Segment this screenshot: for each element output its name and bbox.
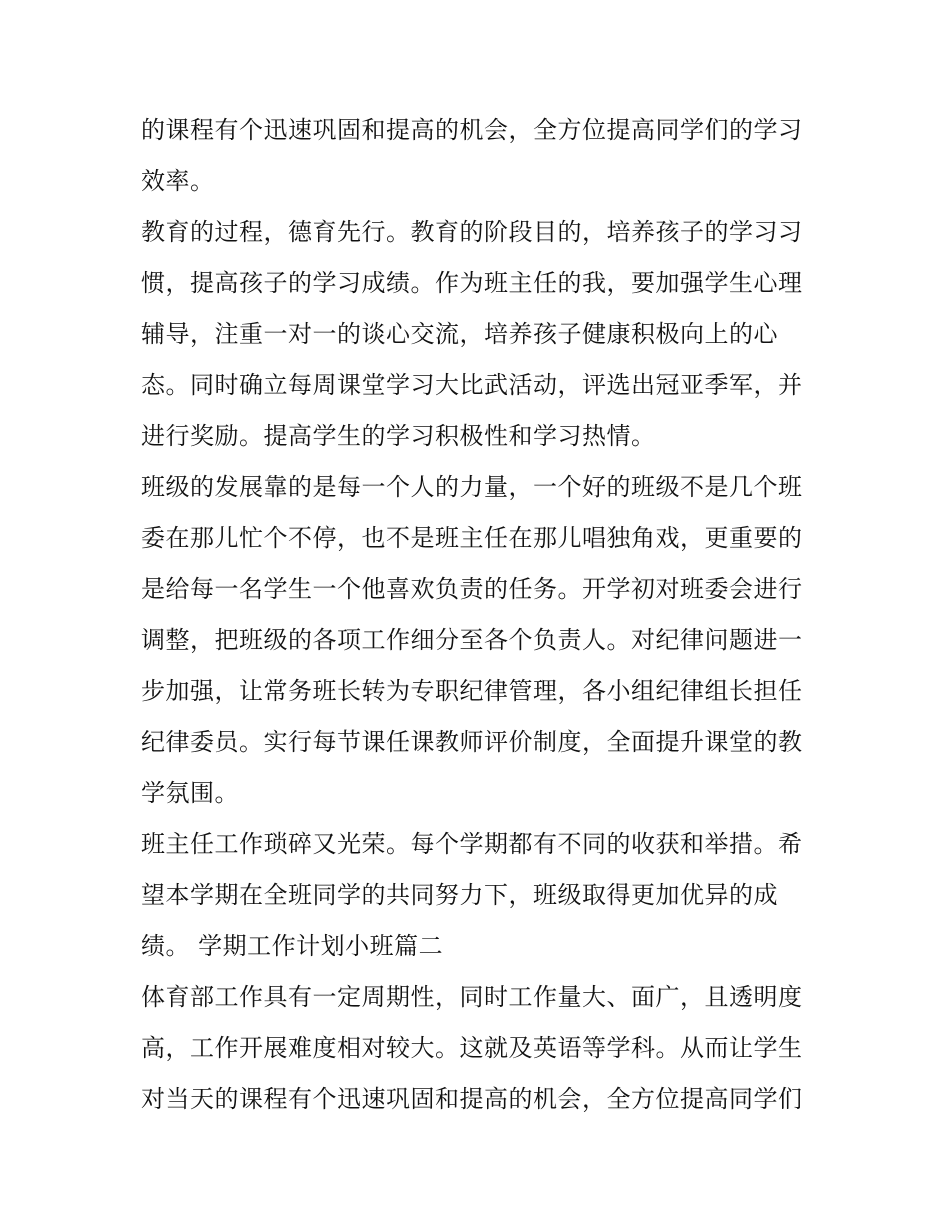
text-line: 班级的发展靠的是每一个人的力量，一个好的班级不是几个班 xyxy=(141,473,803,501)
text-line: 效率。 xyxy=(141,167,215,195)
text-line: 教育的过程，德育先行。教育的阶段目的，培养孩子的学习习 xyxy=(141,218,803,246)
text-line: 委在那儿忙个不停，也不是班主任在那儿唱独角戏，更重要的 xyxy=(141,524,803,552)
text-line: 调整，把班级的各项工作细分至各个负责人。对纪律问题进一 xyxy=(141,626,803,654)
text-line: 班主任工作琐碎又光荣。每个学期都有不同的收获和举措。希 xyxy=(141,830,803,858)
text-line: 体育部工作具有一定周期性，同时工作量大、面广，且透明度 xyxy=(141,983,803,1011)
text-line: 绩。 学期工作计划小班篇二 xyxy=(141,932,444,960)
document-body xyxy=(141,105,821,1125)
text-line: 纪律委员。实行每节课任课教师评价制度，全面提升课堂的教 xyxy=(141,728,803,756)
text-line: 步加强，让常务班长转为专职纪律管理，各小组纪律组长担任 xyxy=(141,677,803,705)
text-line: 是给每一名学生一个他喜欢负责的任务。开学初对班委会进行 xyxy=(141,575,803,603)
text-line: 进行奖励。提高学生的学习积极性和学习热情。 xyxy=(141,422,656,450)
text-line: 的课程有个迅速巩固和提高的机会，全方位提高同学们的学习 xyxy=(141,116,803,144)
text-line: 高，工作开展难度相对较大。这就及英语等学科。从而让学生 xyxy=(141,1034,803,1062)
text-line: 望本学期在全班同学的共同努力下，班级取得更加优异的成 xyxy=(141,881,778,909)
text-line: 态。同时确立每周课堂学习大比武活动，评选出冠亚季军，并 xyxy=(141,371,803,399)
text-line: 学氛围。 xyxy=(141,779,239,807)
text-line: 对当天的课程有个迅速巩固和提高的机会，全方位提高同学们 xyxy=(141,1085,803,1113)
text-line: 辅导，注重一对一的谈心交流，培养孩子健康积极向上的心 xyxy=(141,320,778,348)
text-line: 惯，提高孩子的学习成绩。作为班主任的我，要加强学生心理 xyxy=(141,269,803,297)
